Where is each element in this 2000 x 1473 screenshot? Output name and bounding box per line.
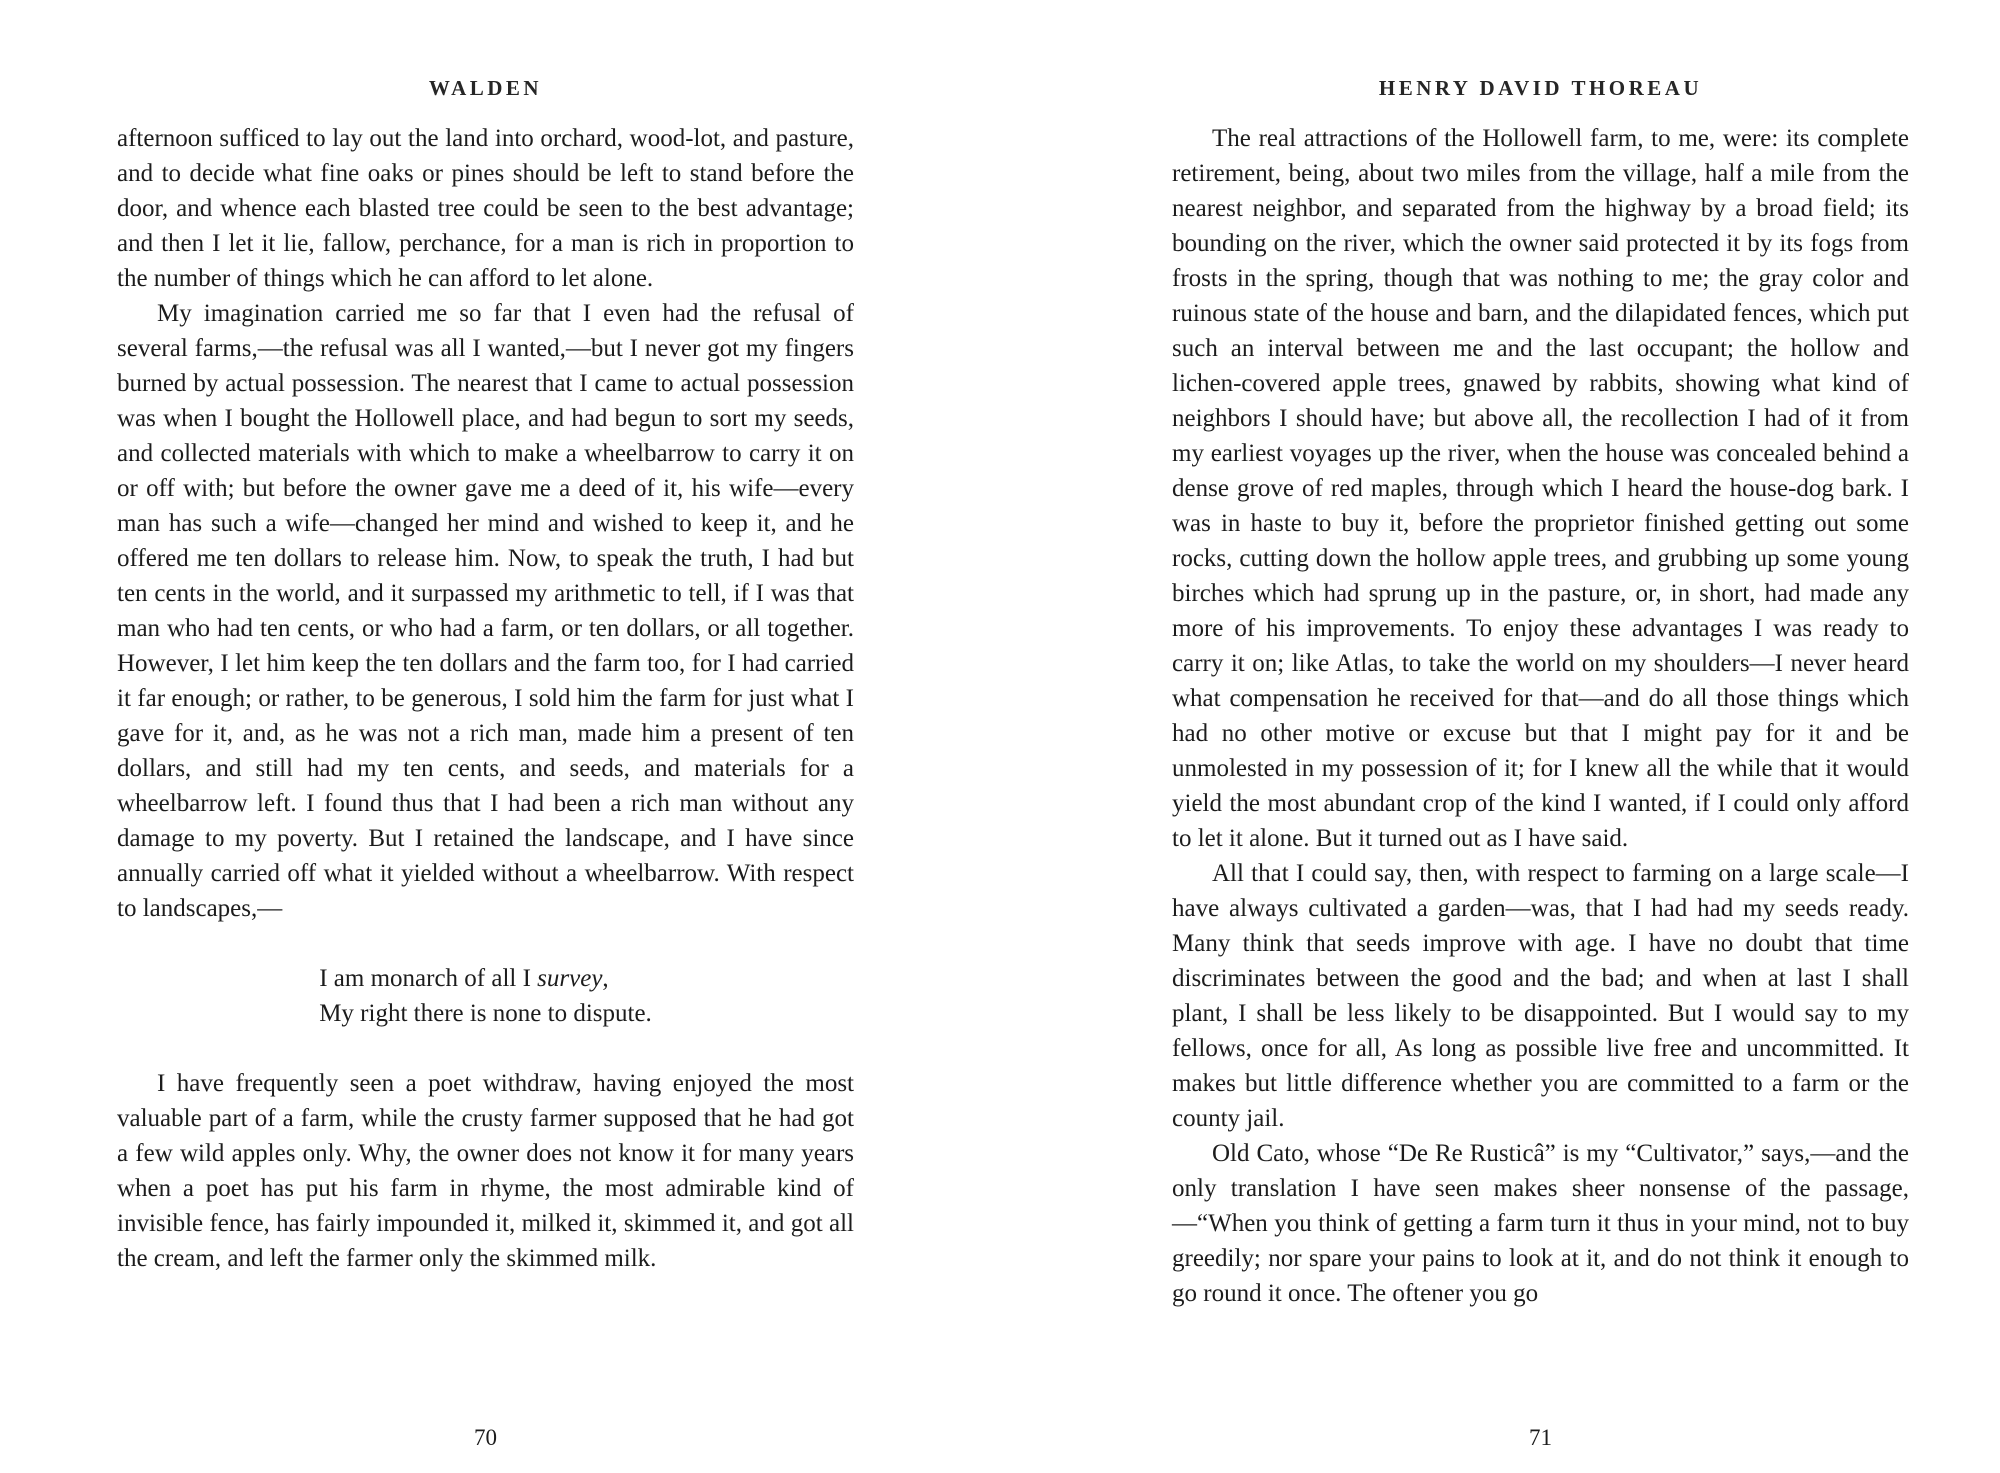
- paragraph: I have frequently seen a poet withdraw, having enjoyed the most valuable part of a farm, while the crusty farmer supposed that he had got a few wild apples only. Why, the owner does not know it for many years when a poet has put his farm in rhyme, the most admirable kind of invisible fence, has fairly impounded it, milked it, skimmed it, and got all the cream, and left the farmer only the skimmed milk.: [117, 1070, 854, 1272]
- page-number-left: 70: [474, 1425, 497, 1450]
- running-header-right: HENRY DAVID THOREAU: [1378, 76, 1703, 100]
- paragraph: Old Cato, whose “De Re Rusticâ” is my “Cultivator,” says,—and the only translation I have seen makes sheer nonsense of the passage,—“When you think of getting a farm turn it thus in your mind, not to buy greedily; nor spare your pains to look at it, and do not think it enough to go round it once. The oftener you go: [1172, 1140, 1909, 1307]
- body-text-right: [1172, 121, 1909, 1311]
- verse-line-1-punct: ,: [602, 965, 609, 992]
- paragraph: afternoon sufficed to lay out the land into orchard, wood-lot, and pasture, and to decide what fine oaks or pines should be left to stand before the door, and whence each blasted tree could be seen to the best advantage; and then I let it lie, fallow, perchance, for a man is rich in proportion to the number of things which he can afford to let alone.: [117, 125, 854, 292]
- verse-lines: [319, 961, 652, 1031]
- page-left: [117, 0, 854, 1473]
- paragraph: The real attractions of the Hollowell farm, to me, were: its complete retirement, being, about two miles from the village, half a mile from the nearest neighbor, and separated from the highway by a broad field; its bounding on the river, which the owner said protected it by its fogs from frosts in the spring, though that was nothing to me; the gray color and ruinous state of the house and barn, and the dilapidated fences, which put such an interval between me and the last occupant; the hollow and lichen-covered apple trees, gnawed by rabbits, showing what kind of neighbors I should have; but above all, the recollection I had of it from my earliest voyages up the river, when the house was concealed behind a dense grove of red maples, through which I heard the house-dog bark. I was in haste to buy it, before the proprietor finished getting out some rocks, cutting down the hollow apple trees, and grubbing up some young birches which had sprung up in the pasture, or, in short, had made any more of his improvements. To enjoy these advantages I was ready to carry it on; like Atlas, to take the world on my shoulders—I never heard what compensation he received for that—and do all those things which had no other motive or excuse but that I might pay for it and be unmolested in my possession of it; for I knew all the while that it would yield the most abundant crop of the kind I wanted, if I could only afford to let it alone. But it turned out as I have said.: [1172, 125, 1909, 852]
- verse-line-1: [319, 961, 652, 996]
- page-number-right: 71: [1529, 1425, 1552, 1450]
- body-text-left: [117, 121, 854, 1276]
- verse-line-1-italic: survey: [537, 965, 603, 992]
- paragraph: My imagination carried me so far that I even had the refusal of several farms,—the refusal was all I wanted,—but I never got my fingers burned by actual possession. The nearest that I came to actual possession was when I bought the Hollowell place, and had begun to sort my seeds, and collected materials with which to make a wheelbarrow to carry it on or off with; but before the owner gave me a deed of it, his wife—every man has such a wife—changed her mind and wished to keep it, and he offered me ten dollars to release him. Now, to speak the truth, I had but ten cents in the world, and it surpassed my arithmetic to tell, if I was that man who had ten cents, or who had a farm, or ten dollars, or all together. However, I let him keep the ten dollars and the farm too, for I had carried it far enough; or rather, to be generous, I sold him the farm for just what I gave for it, and, as he was not a rich man, made him a present of ten dollars, and still had my ten cents, and seeds, and materials for a wheelbarrow left. I found thus that I had been a rich man without any damage to my poverty. But I retained the landscape, and I have since annually carried off what it yielded without a wheelbarrow. With respect to landscapes,—: [117, 300, 854, 922]
- verse-line-1-text: I am monarch of all I: [319, 965, 538, 992]
- verse-quote: [117, 961, 854, 1031]
- running-header-left: WALDEN: [428, 76, 543, 100]
- verse-line-2: My right there is none to dispute.: [319, 1000, 652, 1027]
- paragraph: All that I could say, then, with respect to farming on a large scale—I have always cultivated a garden—was, that I had had my seeds ready. Many think that seeds improve with age. I have no doubt that time discriminates between the good and the bad; and when at last I shall plant, I shall be less likely to be disappointed. But I would say to my fellows, once for all, As long as possible live free and uncommitted. It makes but little difference whether you are committed to a farm or the county jail.: [1172, 860, 1909, 1132]
- page-right: [1172, 0, 1909, 1473]
